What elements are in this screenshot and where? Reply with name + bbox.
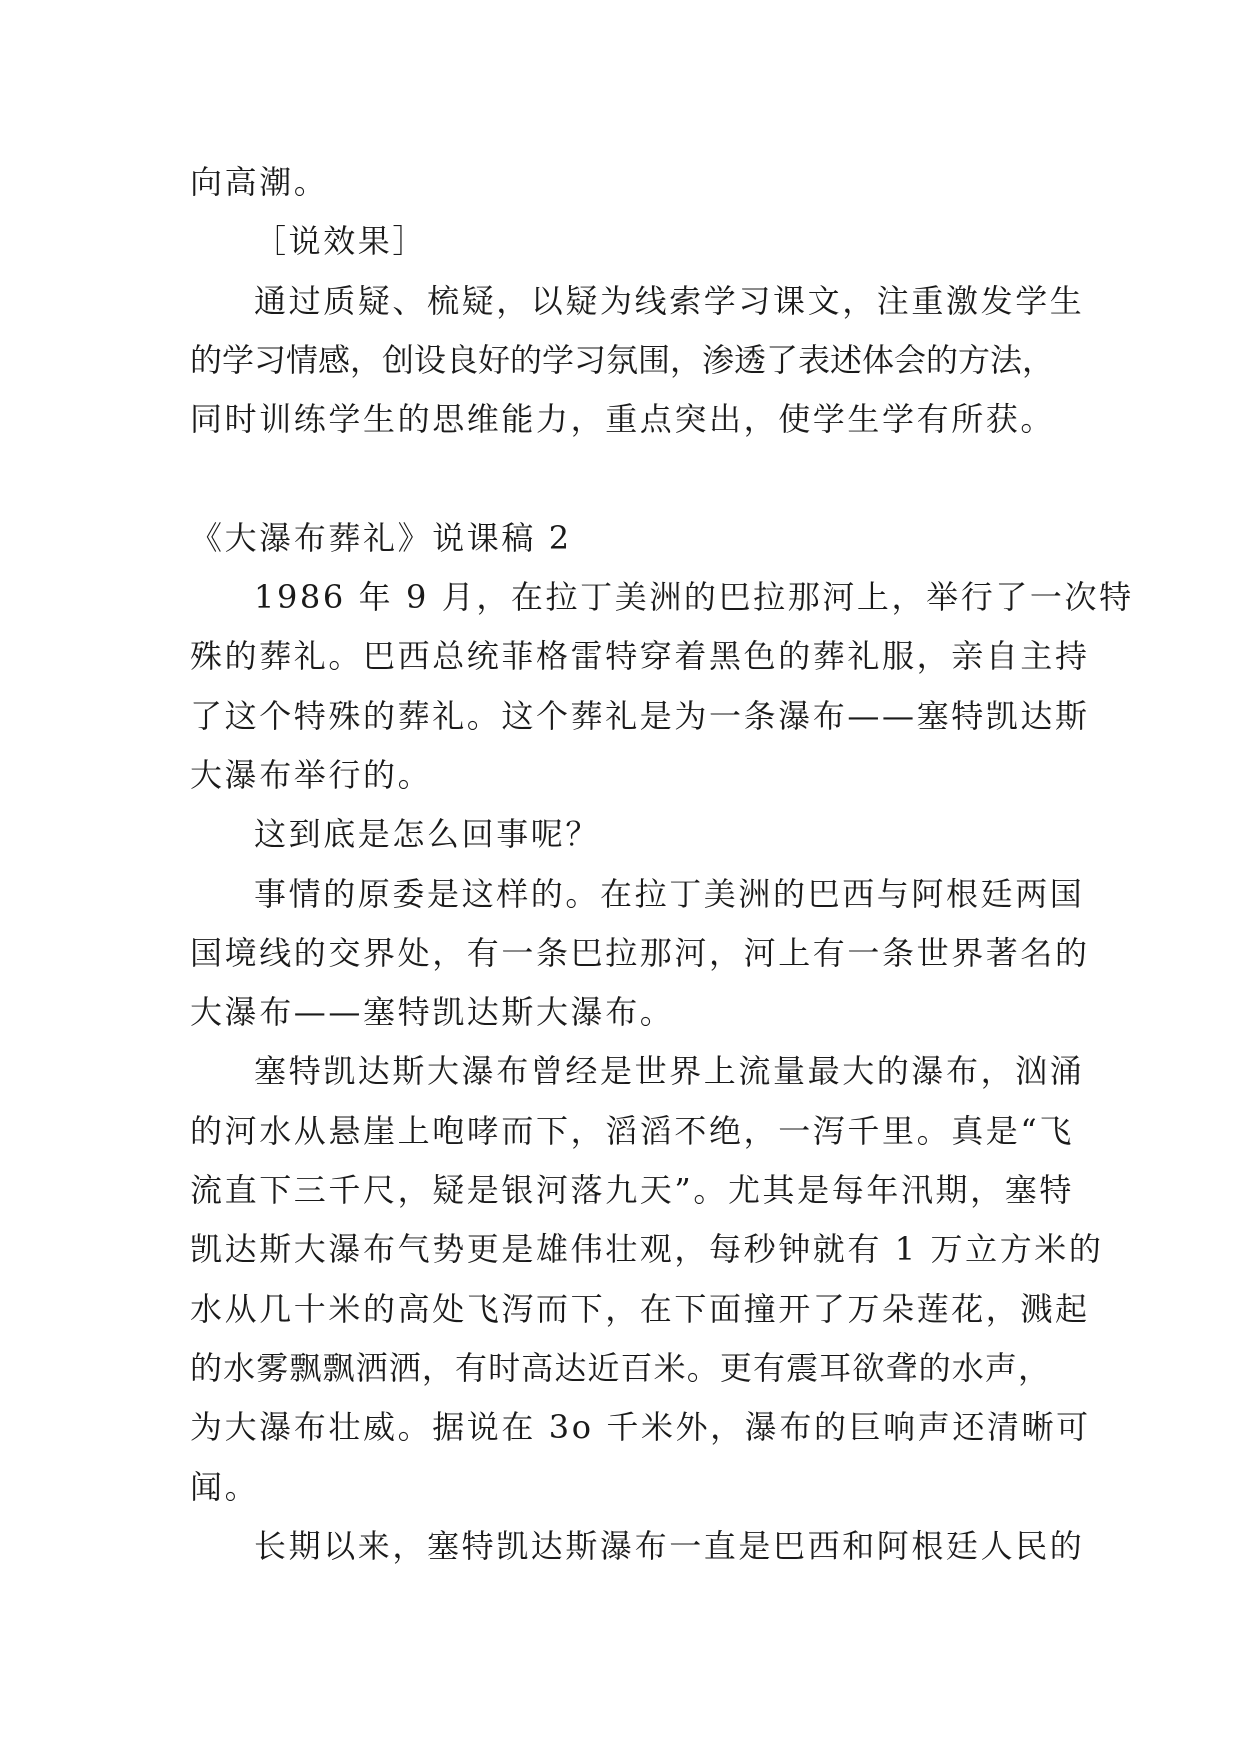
text-line: 为大瀑布壮威。据说在 3o 千米外，瀑布的巨响声还清晰可 [190, 1408, 1091, 1447]
text-line: 闻。 [190, 1467, 260, 1506]
text-line: 凯达斯大瀑布气势更是雄伟壮观，每秒钟就有 1 万立方米的 [190, 1230, 1104, 1269]
text-line: 的水雾飘飘洒洒，有时高达近百米。更有震耳欲聋的水声， [190, 1348, 1050, 1387]
text-line: 向高潮。 [190, 163, 329, 201]
text-line: 殊的葬礼。巴西总统菲格雷特穿着黑色的葬礼服，亲自主持 [190, 637, 1090, 676]
text-line: 事情的原委是这样的。在拉丁美洲的巴西与阿根廷两国 [254, 874, 1085, 913]
document-title: 《大瀑布葬礼》说课稿 2 [190, 518, 572, 557]
text-line: 塞特凯达斯大瀑布曾经是世界上流量最大的瀑布，汹涌 [254, 1052, 1085, 1091]
paragraph-gap [190, 454, 1050, 513]
text-line: 水从几十米的高处飞泻而下，在下面撞开了万朵莲花，溅起 [190, 1289, 1090, 1328]
text-line: 同时训练学生的思维能力，重点突出，使学生学有所获。 [190, 400, 1056, 439]
text-line: 流直下三千尺，疑是银河落九天”。尤其是每年汛期，塞特 [190, 1171, 1074, 1210]
text-line: 的学习情感，创设良好的学习氛围，渗透了表述体会的方法， [190, 340, 1055, 379]
text-line: 通过质疑、梳疑，以疑为线索学习课文，注重激发学生 [254, 281, 1085, 320]
text-line: 的河水从悬崖上咆哮而下，滔滔不绝，一泻千里。真是“飞 [190, 1111, 1074, 1150]
text-line: 大瀑布——塞特凯达斯大瀑布。 [190, 993, 675, 1032]
section-heading-effect: ［说效果］ [254, 222, 428, 261]
document-page [190, 158, 1134, 1581]
text-line: 了这个特殊的葬礼。这个葬礼是为一条瀑布——塞特凯达斯 [190, 696, 1090, 735]
text-line: 长期以来，塞特凯达斯瀑布一直是巴西和阿根廷人民的 [254, 1526, 1085, 1565]
text-line: 国境线的交界处，有一条巴拉那河，河上有一条世界著名的 [190, 933, 1090, 972]
text-line: 1986 年 9 月，在拉丁美洲的巴拉那河上，举行了一次特 [254, 578, 1134, 617]
text-line: 这到底是怎么回事呢？ [254, 815, 601, 854]
text-line: 大瀑布举行的。 [190, 755, 433, 794]
